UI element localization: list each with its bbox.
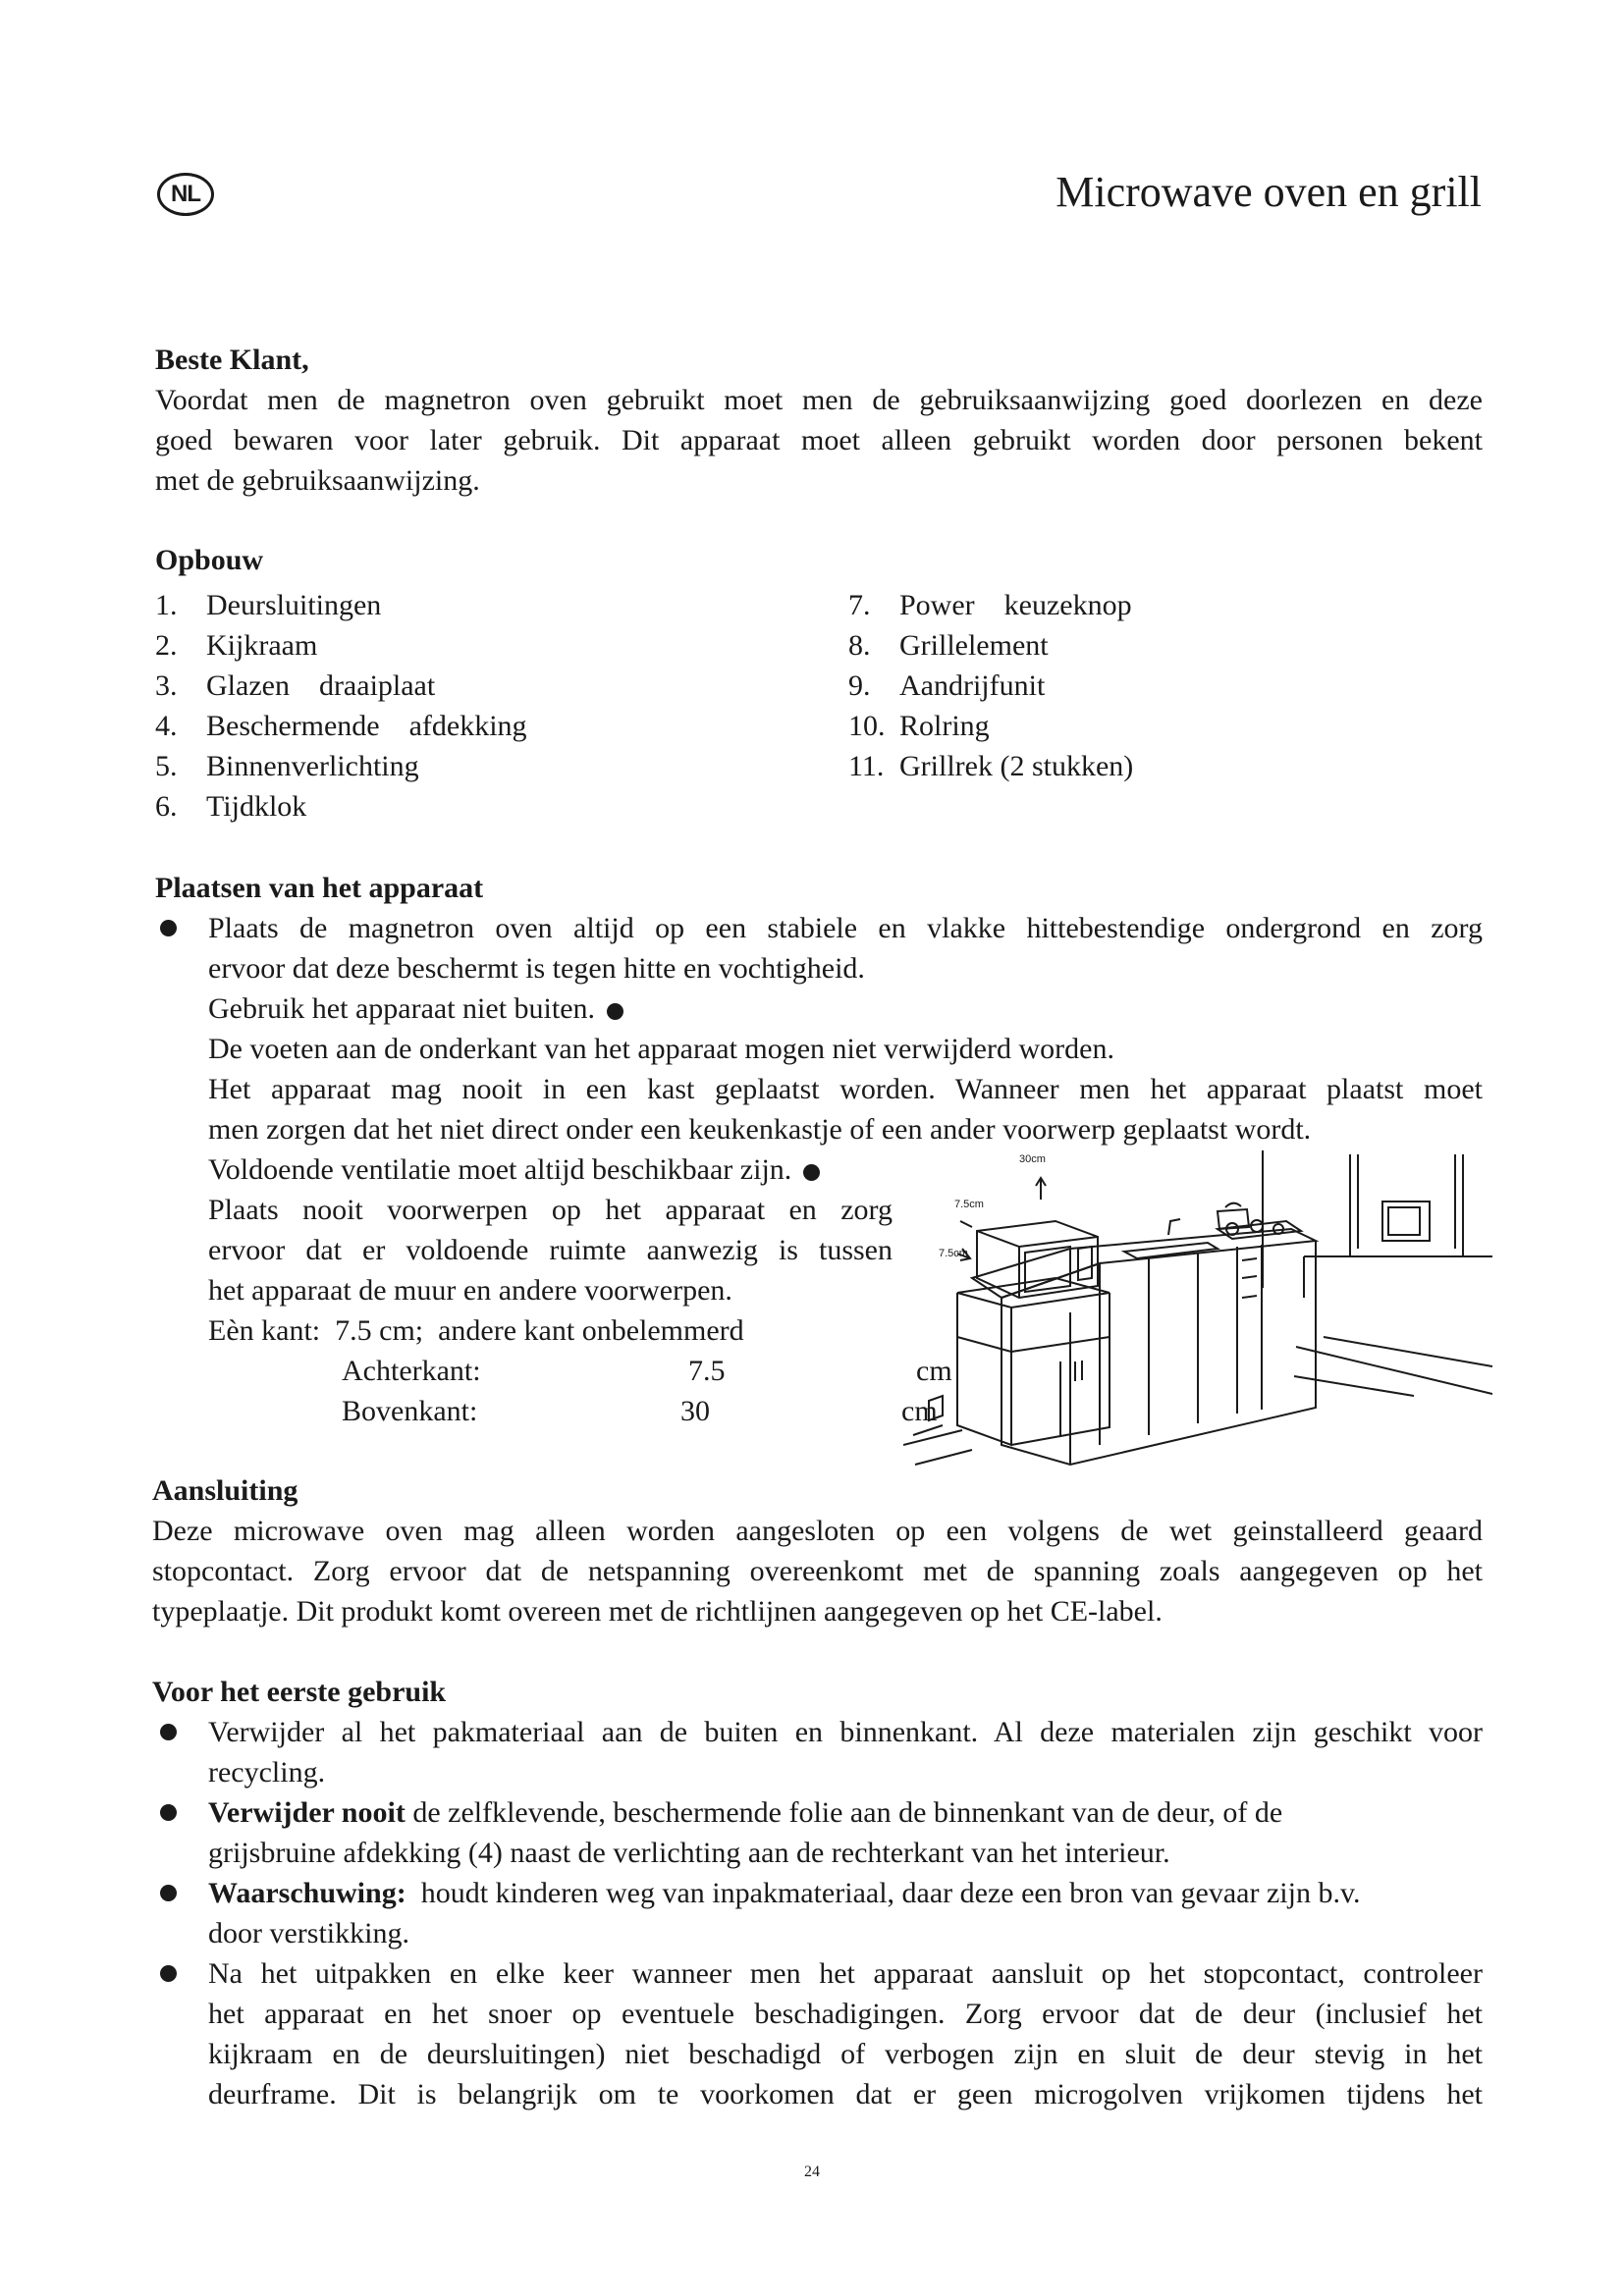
microwave-placement-illustration [903, 1150, 1492, 1484]
list-item [848, 746, 1437, 786]
arrow-up-icon [1036, 1178, 1046, 1200]
opbouw-heading: Opbouw [155, 544, 264, 576]
plaatsen-narrow-1 [208, 1149, 820, 1190]
list-item [848, 625, 1437, 666]
list-item-label: Glazen draaiplaat [206, 669, 436, 702]
gebruik-b1-line-1: Verwijder al het pakmateriaal aan de buiten en binnenkant. Al deze materialen zijn geschikt voor [208, 1716, 1483, 1748]
page-number: 24 [804, 2163, 820, 2180]
gebruik-b3-line-2: door verstikking. [208, 1917, 409, 1949]
drawer-handles [1242, 1258, 1257, 1298]
gebruik-b3-bold: Waarschuwing: [208, 1877, 406, 1909]
list-item-label: Kijkraam [206, 629, 318, 662]
list-item-label: Aandrijfunit [899, 669, 1046, 702]
aansluiting-line-3: typeplaatje. Dit produkt komt overeen met de richtlijnen aangegeven op het CE-label. [152, 1595, 1163, 1628]
bullet-icon [160, 1885, 177, 1901]
plaatsen-line-1: Plaats de magnetron oven altijd op een stabiele en vlakke hittebestendige ondergrond en zorg [208, 912, 1483, 944]
plaatsen-line-6: men zorgen dat het niet direct onder een keukenkastje of een ander voorwerp geplaatst wordt. [208, 1113, 1312, 1146]
plaatsen-heading: Plaatsen van het apparaat [155, 872, 484, 904]
cabinet-handles [1075, 1361, 1082, 1381]
bullet-icon [160, 1724, 177, 1740]
gebruik-b4-line-2: het apparaat en het snoer op eventuele beschadigingen. Zorg ervoor dat de deur (inclusief het [208, 1998, 1483, 2030]
gebruik-b3-rest: houdt kinderen weg van inpakmateriaal, daar deze een bron van gevaar zijn b.v. [406, 1877, 1361, 1909]
plaatsen-narrow-4: het apparaat de muur en andere voorwerpen. [208, 1274, 732, 1307]
bullet-icon [607, 1003, 623, 1020]
floor-lines-left [903, 1425, 972, 1465]
bullet-icon [803, 1164, 820, 1181]
gebruik-b1-line-2: recycling. [208, 1756, 326, 1789]
list-item [848, 585, 1437, 625]
distance-side: Eèn kant: 7.5 cm; andere kant onbelemmerd [208, 1314, 744, 1347]
aansluiting-heading: Aansluiting [152, 1474, 298, 1507]
list-item-number: 2. [155, 629, 178, 662]
list-item-label: Grillelement [899, 629, 1049, 662]
gebruik-b4-line-4: deurframe. Dit is belangrijk om te voorkomen dat er geen microgolven vrijkomen tijdens het [208, 2078, 1483, 2110]
list-item-label: Rolring [899, 710, 990, 742]
list-item-label: Beschermende afdekking [206, 710, 527, 742]
eerste-gebruik-heading: Voor het eerste gebruik [152, 1676, 447, 1708]
base-cabinet [1001, 1241, 1316, 1465]
gebruik-b2-rest: de zelfklevende, beschermende folie aan de binnenkant van de deur, of de [405, 1796, 1283, 1829]
list-item-number: 8. [848, 629, 871, 662]
cabinet-doors [1149, 1245, 1262, 1435]
list-item-number: 5. [155, 750, 178, 782]
aansluiting-line-1: Deze microwave oven mag alleen worden aangesloten op een volgens de wet geinstalleerd geaard [152, 1515, 1483, 1547]
arrow-back-icon [960, 1221, 972, 1227]
list-item-number: 11. [848, 750, 885, 782]
burner-icon [1251, 1220, 1263, 1232]
plaatsen-narrow-2: Plaats nooit voorwerpen op het apparaat en zorg [208, 1194, 893, 1226]
intro-heading: Beste Klant, [155, 344, 309, 376]
distance-top-value: 30 [680, 1395, 710, 1427]
list-item-number: 6. [155, 790, 178, 823]
distance-top-label: Bovenkant: [342, 1395, 478, 1427]
intro-line-3: met de gebruiksaanwijzing. [155, 464, 480, 497]
document-title: Microwave oven en grill [1056, 168, 1482, 216]
counter-top [972, 1229, 1316, 1298]
plug-icon [929, 1396, 943, 1420]
intro-line-1: Voordat men de magnetron oven gebruikt moet men de gebruiksaanwijzing goed doorlezen en deze [155, 384, 1483, 416]
microwave-controls [1078, 1247, 1092, 1280]
list-item [155, 666, 744, 706]
list-item-number: 4. [155, 710, 178, 742]
figure-label-back: 7.5cm [954, 1199, 984, 1210]
distance-back-unit: cm [916, 1355, 952, 1387]
plaatsen-narrow-1-text: Voldoende ventilatie moet altijd beschikbaar zijn. [208, 1153, 792, 1186]
gebruik-b4-line-1: Na het uitpakken en elke keer wanneer men het apparaat aansluit op het stopcontact, controleer [208, 1957, 1483, 1990]
intro-line-2: goed bewaren voor later gebruik. Dit apparaat moet alleen gebruikt worden door personen bekent [155, 424, 1483, 456]
plaatsen-line-2: ervoor dat deze beschermt is tegen hitte en vochtigheid. [208, 952, 865, 985]
list-item-number: 1. [155, 589, 178, 621]
gebruik-b2-bold: Verwijder nooit [208, 1796, 406, 1829]
bullet-icon [160, 920, 177, 936]
gebruik-b3-line-1 [208, 1873, 1483, 1913]
bullet-icon [160, 1965, 177, 1982]
distance-top-unit: cm [901, 1395, 938, 1427]
plaatsen-narrow-3: ervoor dat er voldoende ruimte aanwezig is tussen [208, 1234, 893, 1266]
language-badge [157, 173, 214, 216]
list-item-number: 3. [155, 669, 178, 702]
figure-label-top: 30cm [1019, 1153, 1046, 1165]
list-item-label: Tijdklok [206, 790, 307, 823]
list-item [155, 585, 744, 625]
list-item-number: 10. [848, 710, 886, 742]
list-item-label: Grillrek (2 stukken) [899, 750, 1134, 782]
plaatsen-line-4: De voeten aan de onderkant van het apparaat mogen niet verwijderd worden. [208, 1033, 1114, 1065]
figure-label-side: 7.5cm [939, 1248, 968, 1259]
list-item-number: 9. [848, 669, 871, 702]
gebruik-b4-line-3: kijkraam en de deursluitingen) niet beschadigd of verbogen zijn en sluit de deur stevig in het [208, 2038, 1483, 2070]
plaatsen-line-3-text: Gebruik het apparaat niet buiten. [208, 992, 596, 1025]
list-item [848, 706, 1437, 746]
bullet-icon [160, 1804, 177, 1821]
floor-lines [1294, 1337, 1492, 1396]
list-item [155, 706, 744, 746]
gebruik-b2-line-2: grijsbruine afdekking (4) naast de verlichting aan de rechterkant van het interieur. [208, 1837, 1170, 1869]
list-item [155, 625, 744, 666]
aansluiting-line-2: stopcontact. Zorg ervoor dat de netspanning overeenkomt met de spanning zoals aangegeven op het [152, 1555, 1483, 1587]
plaatsen-line-5: Het apparaat mag nooit in een kast geplaatst worden. Wanneer men het apparaat plaatst moet [208, 1073, 1483, 1105]
list-item-label: Binnenverlichting [206, 750, 419, 782]
list-item-label: Deursluitingen [206, 589, 382, 621]
list-item [155, 786, 744, 827]
list-item-number: 7. [848, 589, 871, 621]
microwave-window [1025, 1247, 1070, 1292]
list-item [848, 666, 1437, 706]
parts-list-right [848, 585, 1437, 786]
distance-back-label: Achterkant: [342, 1355, 481, 1387]
distance-back-value: 7.5 [688, 1355, 726, 1387]
parts-list-left [155, 585, 744, 827]
list-item-label: Power keuzeknop [899, 589, 1132, 621]
list-item [155, 746, 744, 786]
gebruik-b2-line-1 [208, 1792, 1483, 1833]
plaatsen-line-3 [208, 988, 623, 1029]
language-badge-label: NL [171, 181, 200, 207]
